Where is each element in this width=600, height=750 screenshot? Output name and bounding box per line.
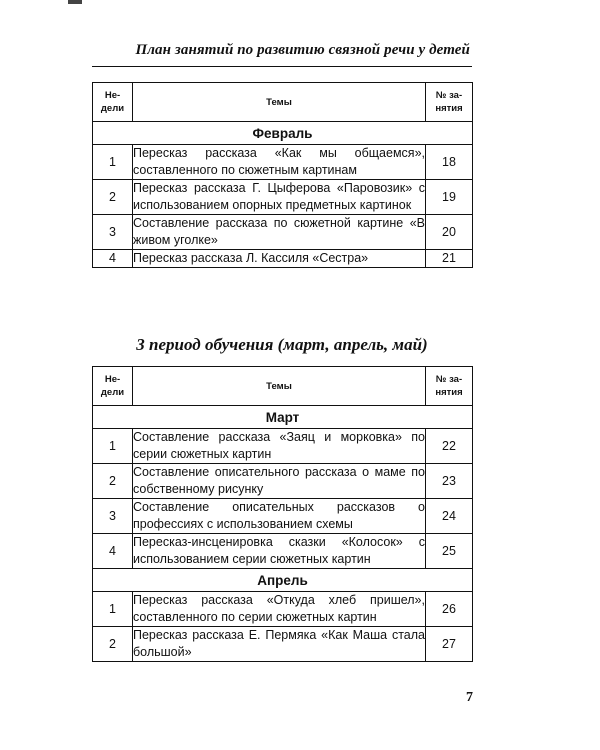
table-row xyxy=(93,429,473,464)
topic-text: Пересказ рассказа Е. Пермяка «Как Маша стала большой» xyxy=(133,627,426,662)
table-row xyxy=(93,592,473,627)
week-number: 3 xyxy=(93,499,133,534)
col-header-lesson-line2: нятия xyxy=(435,387,463,398)
top-edge-mark xyxy=(68,0,82,4)
week-number: 4 xyxy=(93,534,133,569)
lesson-number: 21 xyxy=(426,250,473,268)
lesson-number: 23 xyxy=(426,464,473,499)
lesson-plan-table-spring xyxy=(92,366,473,662)
table-header-row xyxy=(93,83,473,122)
topic-text: Пересказ рассказа Л. Кассиля «Сестра» xyxy=(133,250,426,268)
table-row xyxy=(93,627,473,662)
lesson-number: 22 xyxy=(426,429,473,464)
lesson-number: 26 xyxy=(426,592,473,627)
col-header-lesson-no xyxy=(426,367,473,406)
lesson-number: 20 xyxy=(426,215,473,250)
col-header-weeks xyxy=(93,83,133,122)
week-number: 4 xyxy=(93,250,133,268)
table-row xyxy=(93,250,473,268)
month-march: Март xyxy=(93,406,473,429)
table-row xyxy=(93,499,473,534)
month-april: Апрель xyxy=(93,569,473,592)
week-number: 1 xyxy=(93,145,133,180)
col-header-lesson-line1: № за- xyxy=(435,374,463,385)
col-header-lesson-line2: нятия xyxy=(435,103,463,114)
col-header-topics: Темы xyxy=(133,367,426,406)
col-header-topics: Темы xyxy=(133,83,426,122)
table-row xyxy=(93,534,473,569)
table-header-row xyxy=(93,367,473,406)
topic-text: Пересказ рассказа Г. Цыферова «Паровозик» с использованием опорных предметных картинок xyxy=(133,180,426,215)
table-row xyxy=(93,145,473,180)
week-number: 2 xyxy=(93,627,133,662)
topic-text: Пересказ-инсценировка сказки «Колосок» с использованием серии сюжетных картин xyxy=(133,534,426,569)
table-row xyxy=(93,180,473,215)
lesson-number: 25 xyxy=(426,534,473,569)
week-number: 2 xyxy=(93,464,133,499)
col-header-weeks-line1: Не- xyxy=(104,90,121,101)
week-number: 2 xyxy=(93,180,133,215)
col-header-weeks-line2: дели xyxy=(100,103,125,114)
topic-text: Составление рассказа по сюжетной картине «В живом уголке» xyxy=(133,215,426,250)
week-number: 3 xyxy=(93,215,133,250)
week-number: 1 xyxy=(93,592,133,627)
col-header-weeks xyxy=(93,367,133,406)
topic-text: Пересказ рассказа «Откуда хлеб пришел», составленного по серии сюжетных картин xyxy=(133,592,426,627)
col-header-lesson-line1: № за- xyxy=(435,90,463,101)
page-number: 7 xyxy=(466,690,473,705)
table-row xyxy=(93,215,473,250)
lesson-number: 19 xyxy=(426,180,473,215)
col-header-weeks-line1: Не- xyxy=(104,374,121,385)
month-row xyxy=(93,406,473,429)
week-number: 1 xyxy=(93,429,133,464)
lesson-plan-table-february xyxy=(92,82,473,268)
col-header-weeks-line2: дели xyxy=(100,387,125,398)
lesson-number: 27 xyxy=(426,627,473,662)
month-february: Февраль xyxy=(93,122,473,145)
topic-text: Составление рассказа «Заяц и морковка» по серии сюжетных картин xyxy=(133,429,426,464)
col-header-lesson-no xyxy=(426,83,473,122)
month-row xyxy=(93,122,473,145)
month-row xyxy=(93,569,473,592)
running-header: План занятий по развитию связной речи у детей xyxy=(135,42,470,58)
section-heading: 3 период обучения (март, апрель, май) xyxy=(136,335,428,354)
header-rule xyxy=(92,66,472,67)
lesson-number: 18 xyxy=(426,145,473,180)
topic-text: Составление описательных рассказов о профессиях с использованием схемы xyxy=(133,499,426,534)
lesson-number: 24 xyxy=(426,499,473,534)
table-row xyxy=(93,464,473,499)
topic-text: Пересказ рассказа «Как мы общаемся», составленного по сюжетным картинам xyxy=(133,145,426,180)
topic-text: Составление описательного рассказа о маме по собственному рисунку xyxy=(133,464,426,499)
